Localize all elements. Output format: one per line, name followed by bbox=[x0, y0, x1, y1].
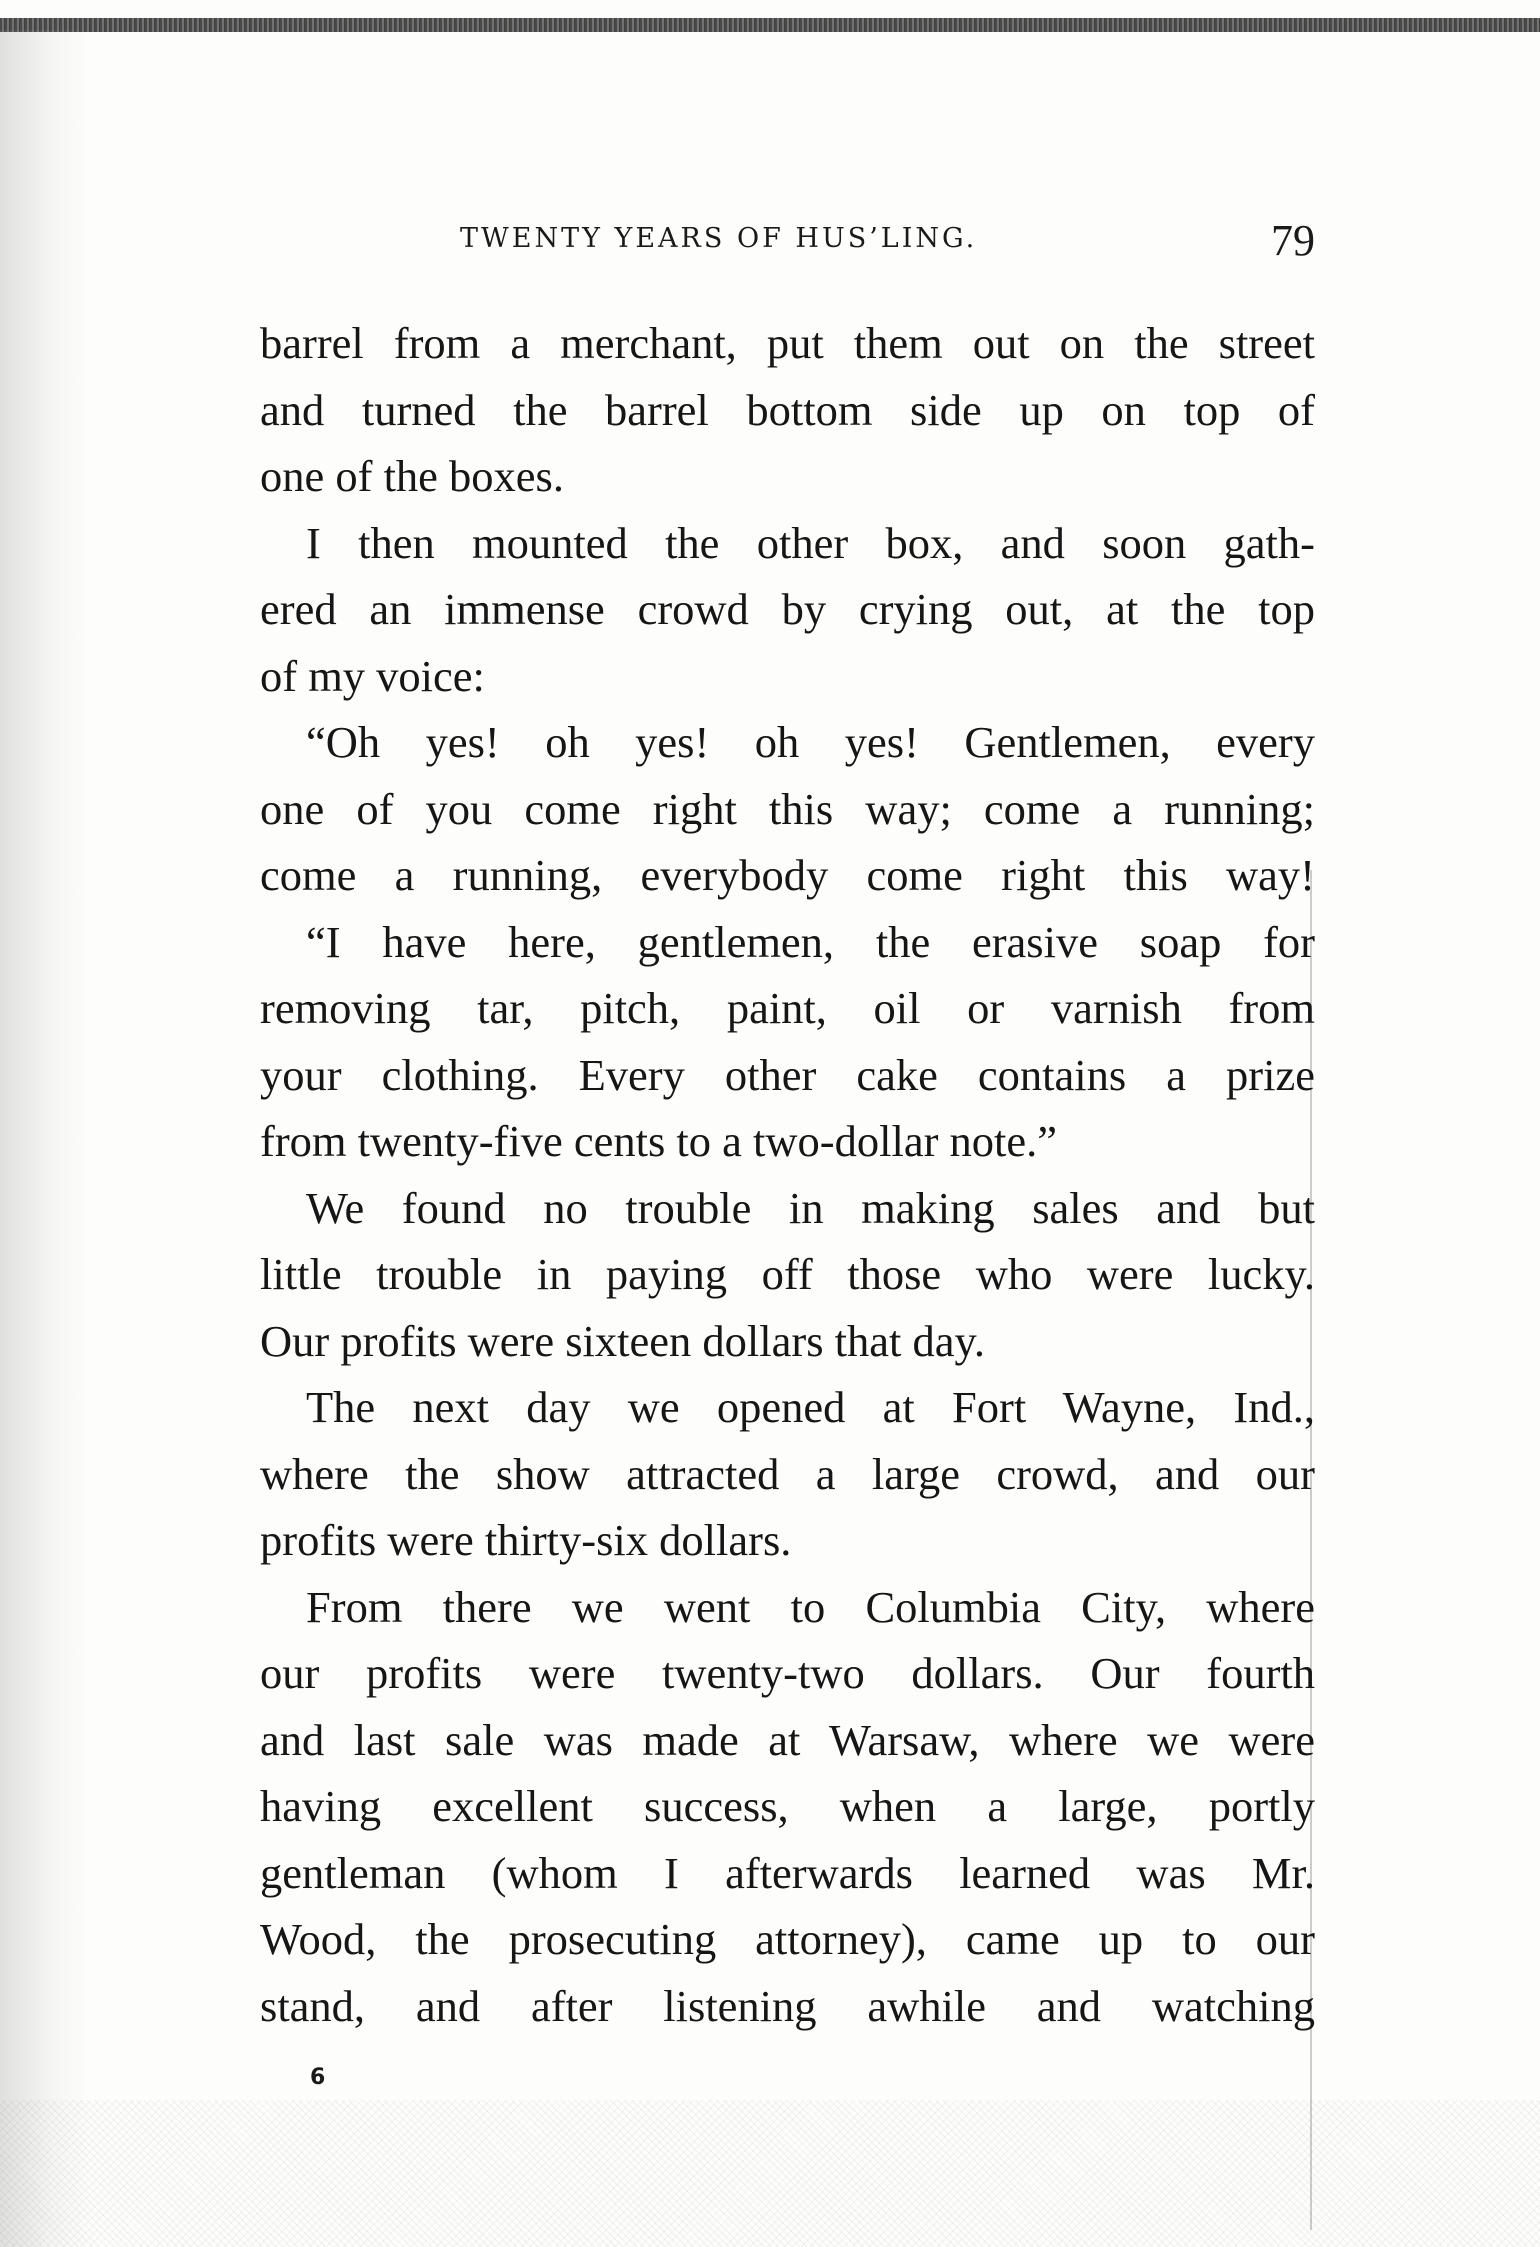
running-head: TWENTY YEARS OF HUS’LING. bbox=[460, 223, 978, 254]
text-line: ered an immense crowd by crying out, at the top bbox=[260, 584, 1315, 634]
text-line: Our profits were sixteen dollars that day. bbox=[260, 1315, 985, 1366]
page-top-edge bbox=[0, 18, 1540, 32]
text-line: “Oh yes! oh yes! oh yes! Gentlemen, every bbox=[306, 717, 1315, 767]
text-line: “I have here, gentlemen, the erasive soap for bbox=[306, 916, 1315, 967]
text-line: gentleman (whom I afterwards learned was Mr. bbox=[260, 1847, 1315, 1898]
text-line: We found no trouble in making sales and but bbox=[306, 1182, 1315, 1233]
text-line: come a running, everybody come right this way! bbox=[260, 850, 1315, 900]
text-line: Wood, the prosecuting attorney), came up to our bbox=[260, 1914, 1315, 1964]
text-line: and last sale was made at Warsaw, where we were bbox=[260, 1714, 1315, 1765]
text-line: profits were thirty-six dollars. bbox=[260, 1515, 792, 1565]
text-line: stand, and after listening awhile and watching bbox=[260, 1980, 1315, 2031]
page-number: 79 bbox=[1271, 216, 1315, 265]
page-header bbox=[260, 215, 1315, 275]
text-line: where the show attracted a large crowd, and our bbox=[260, 1448, 1315, 1499]
text-line: having excellent success, when a large, portly bbox=[260, 1781, 1315, 1831]
text-line: our profits were twenty-two dollars. Our fourth bbox=[260, 1648, 1315, 1698]
text-line: The next day we opened at Fort Wayne, Ind., bbox=[306, 1382, 1315, 1432]
text-line: barrel from a merchant, put them out on the street bbox=[260, 318, 1315, 368]
signature-mark: 6 bbox=[310, 2065, 326, 2090]
gutter-shadow bbox=[0, 30, 90, 2247]
scan-noise bbox=[0, 2100, 1540, 2247]
text-line: from twenty-five cents to a two-dollar note.” bbox=[260, 1116, 1058, 1166]
text-line: one of you come right this way; come a running; bbox=[260, 783, 1315, 834]
text-line: of my voice: bbox=[260, 650, 485, 701]
text-line: one of the boxes. bbox=[260, 451, 565, 501]
text-line: little trouble in paying off those who were lucky. bbox=[260, 1249, 1315, 1299]
text-line: removing tar, pitch, paint, oil or varnish from bbox=[260, 983, 1315, 1033]
text-line: I then mounted the other box, and soon gath- bbox=[306, 517, 1315, 568]
text-line: From there we went to Columbia City, where bbox=[306, 1581, 1315, 1632]
body-text bbox=[260, 310, 1315, 2039]
text-line: and turned the barrel bottom side up on top of bbox=[260, 384, 1315, 435]
text-line: your clothing. Every other cake contains a prize bbox=[260, 1049, 1315, 1100]
